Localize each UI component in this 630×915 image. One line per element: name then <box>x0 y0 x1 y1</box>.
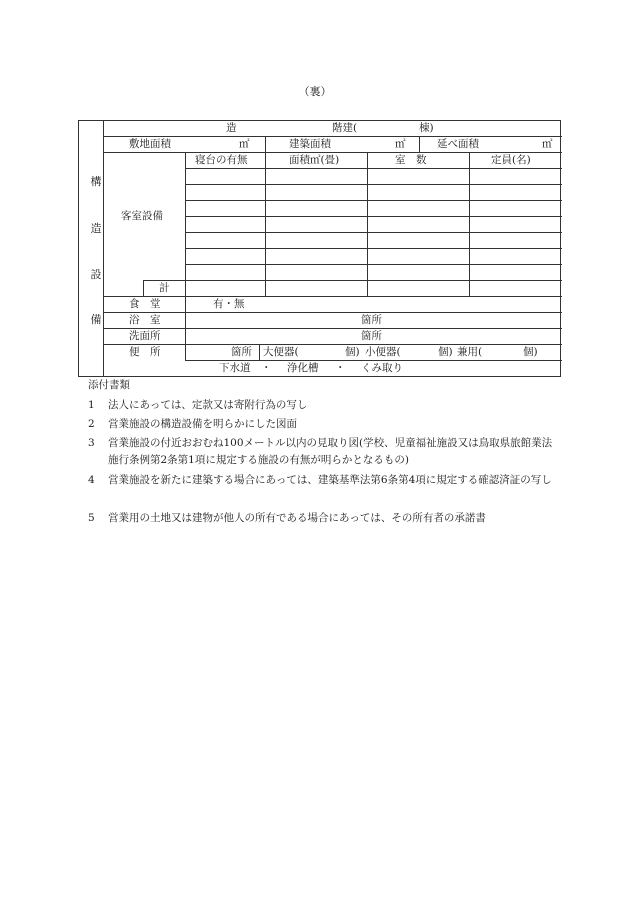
attachment-item <box>88 510 558 527</box>
site-area-label: 敷地面積 <box>129 138 171 150</box>
dining-label: 食 堂 <box>129 298 161 310</box>
attachment-number: 2 <box>88 418 95 430</box>
shared-toilet: 兼用( <box>457 346 483 358</box>
bath-label: 浴 室 <box>129 314 161 326</box>
attachment-number: 1 <box>88 399 95 411</box>
rooms-header: 室 数 <box>395 154 427 166</box>
bath-count: 箇所 <box>361 314 382 326</box>
section-label-char: 構 <box>90 175 102 188</box>
attachment-item <box>88 435 558 469</box>
dining-value: 有・無 <box>213 298 245 310</box>
building-area-label: 建築面積 <box>289 138 331 150</box>
attachment-item <box>88 416 558 433</box>
section-label-char: 設 <box>90 268 102 281</box>
guest-facility-label: 客室設備 <box>121 210 163 222</box>
toilet-label: 便 所 <box>129 346 161 358</box>
total-label: 計 <box>159 282 170 294</box>
unit-ko: 個) <box>345 346 360 358</box>
sewer-option: 下水道 <box>219 362 251 374</box>
toilet-places: 箇所 <box>231 346 252 358</box>
attachment-text: 営業施設の付近おおむね100メートル以内の見取り図(学校、児童福祉施設又は鳥取県旅館業法施行条例第2条第1項に規定する施設の有無が明らかとなるもの) <box>108 437 553 466</box>
washroom-label: 洗面所 <box>129 330 161 342</box>
separator-dot: ・ <box>335 362 346 374</box>
floors-label: 階建( <box>332 122 358 134</box>
structure-label: 造 <box>226 122 237 134</box>
attachment-number: 3 <box>88 437 95 449</box>
unit-ko: 個) <box>523 346 538 358</box>
capacity-header: 定員(名) <box>491 154 531 166</box>
attachment-text: 法人にあっては、定款又は寄附行為の写し <box>108 399 308 411</box>
attachment-text: 営業施設を新たに建築する場合にあっては、建築基準法第6条第4項に規定する確認済証の写し <box>108 474 552 486</box>
attachments-title: 添付書類 <box>88 379 130 391</box>
small-toilet: 小便器( <box>365 346 401 358</box>
attachment-text: 営業用の土地又は建物が他人の所有である場合にあっては、その所有者の承諾書 <box>108 512 486 524</box>
large-toilet: 大便器( <box>263 346 299 358</box>
floor-area-label: 延べ面積 <box>437 138 479 150</box>
unit-m2: ㎡ <box>395 138 406 150</box>
unit-m2: ㎡ <box>239 138 250 150</box>
attachment-item <box>88 472 558 489</box>
page-title: （裏） <box>298 85 332 98</box>
area-header: 面積㎡(畳) <box>289 154 340 166</box>
washroom-count: 箇所 <box>361 330 382 342</box>
section-label-char: 備 <box>90 313 102 326</box>
structure-equipment-table <box>78 120 561 377</box>
septic-option: 浄化槽 <box>287 362 319 374</box>
attachment-number: 5 <box>88 512 95 524</box>
attachment-text: 営業施設の構造設備を明らかにした図面 <box>108 418 297 430</box>
unit-ko: 個) <box>438 346 453 358</box>
separator-dot: ・ <box>261 362 272 374</box>
unit-m2: ㎡ <box>542 138 553 150</box>
section-label-char: 造 <box>90 222 102 235</box>
bed-header: 寝台の有無 <box>195 154 248 166</box>
pumping-option: くみ取り <box>361 362 403 374</box>
attachment-item <box>88 397 558 414</box>
buildings-label: 棟) <box>419 122 434 134</box>
attachment-number: 4 <box>88 474 95 486</box>
